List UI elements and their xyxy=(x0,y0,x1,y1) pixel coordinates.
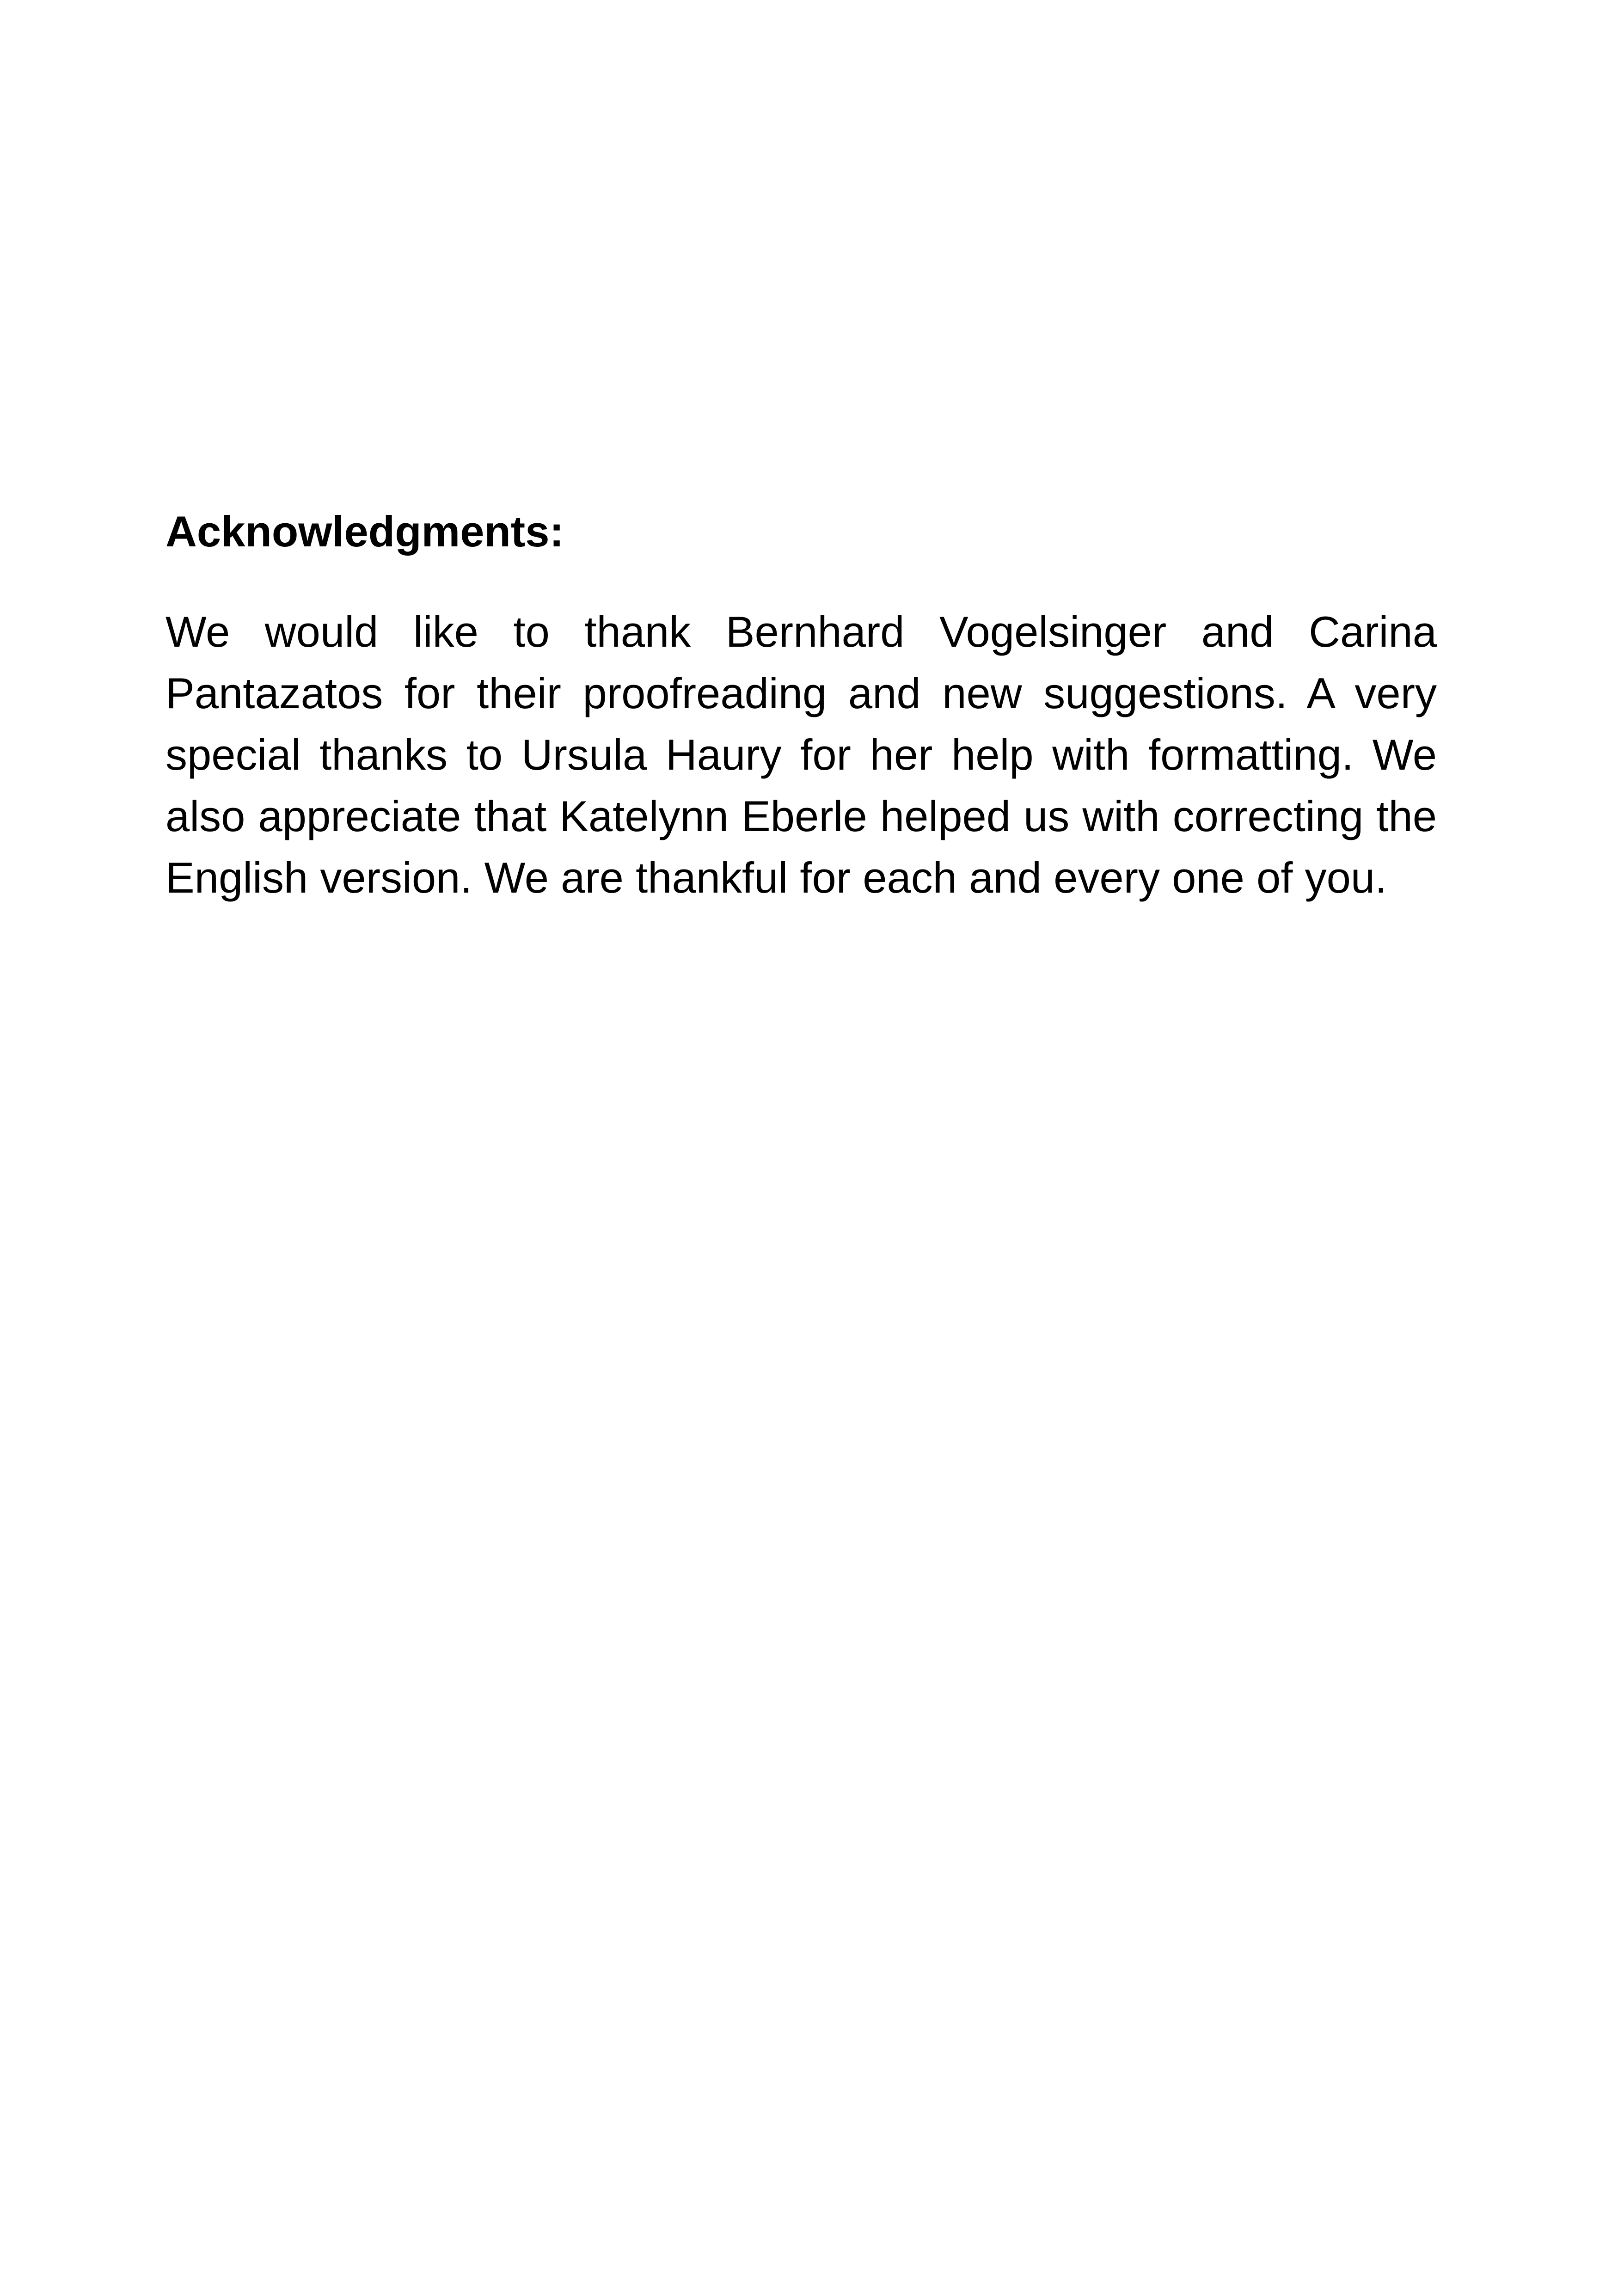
acknowledgments-section xyxy=(165,504,1437,908)
acknowledgments-paragraph: We would like to thank Bernhard Vogelsinger and Carina Pantazatos for their proofreading and new suggestions. A very special thanks to Ursula Haury for her help with formatting. We also appreciate that Katelynn Eberle helped us with correcting the English version. We are thankful for each and every one of you. xyxy=(165,607,1437,902)
acknowledgments-heading: Acknowledgments: xyxy=(165,507,564,556)
